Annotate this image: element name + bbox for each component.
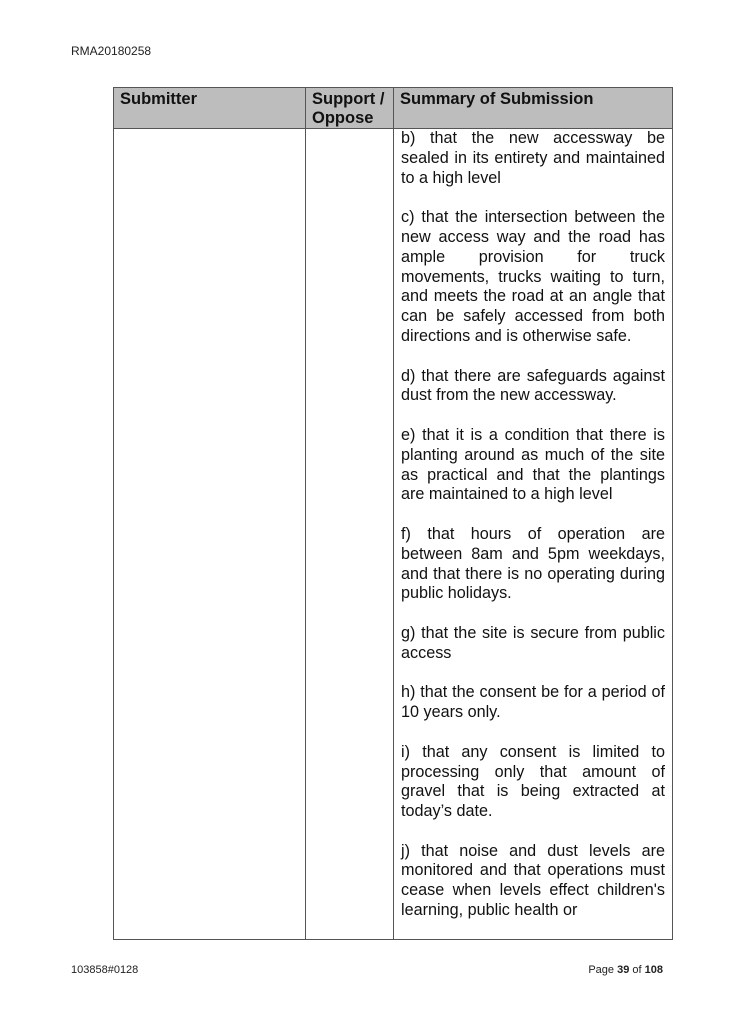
table-header-row	[114, 88, 673, 129]
support-oppose-cell	[306, 129, 394, 940]
summary-paragraph-b: b) that the new accessway be sealed in its entirety and maintained to a high level	[401, 129, 665, 187]
summary-paragraph-f: f) that hours of operation are between 8am and 5pm weekdays, and that there is no operating during public holidays.	[401, 524, 665, 603]
summary-paragraph-j: j) that noise and dust levels are monitored and that operations must cease when levels effect children's learning, public health or	[401, 841, 665, 920]
summary-paragraph-e: e) that it is a condition that there is planting around as much of the site as practical and that the plantings are maintained to a high level	[401, 425, 665, 504]
summary-paragraph-i: i) that any consent is limited to processing only that amount of gravel that is being extracted at today’s date.	[401, 742, 665, 821]
column-header-support-oppose: Support / Oppose	[306, 88, 394, 129]
summary-cell	[394, 129, 673, 940]
summary-paragraph-g: g) that the site is secure from public access	[401, 623, 665, 662]
summary-paragraph-d: d) that there are safeguards against dust from the new accessway.	[401, 366, 665, 405]
page-total: 108	[644, 964, 663, 976]
footer-page-number	[588, 964, 663, 976]
column-header-submitter: Submitter	[114, 88, 306, 129]
page-of: of	[632, 964, 642, 976]
footer-document-number: 103858#0128	[71, 964, 139, 976]
table-row	[114, 129, 673, 940]
page-label: Page	[588, 964, 615, 976]
document-reference: RMA20180258	[71, 44, 152, 58]
column-header-summary: Summary of Submission	[394, 88, 673, 129]
submissions-table	[113, 87, 673, 940]
submitter-cell	[114, 129, 306, 940]
summary-paragraph-h: h) that the consent be for a period of 10 years only.	[401, 683, 665, 722]
summary-paragraph-c: c) that the intersection between the new access way and the road has ample provision for truck movements, trucks waiting to turn, and meets the road at an angle that can be safely accessed from both directions and is otherwise safe.	[401, 208, 665, 345]
page-current: 39	[617, 964, 630, 976]
